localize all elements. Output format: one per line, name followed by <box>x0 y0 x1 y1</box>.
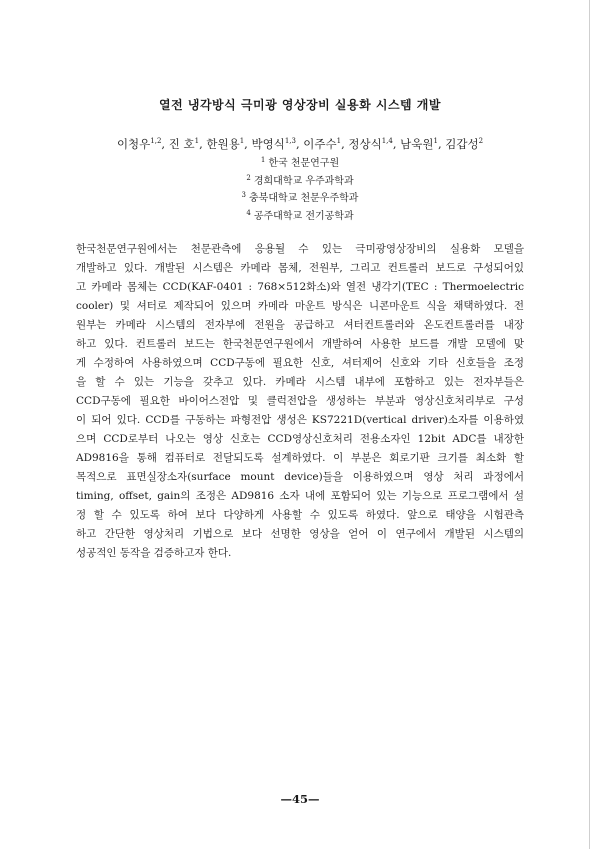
abstract-line: CCD구동에 필요한 바이어스전압 및 클럭전압을 생성하는 부분과 영상신호처리부로 구성 <box>76 395 524 407</box>
affiliation <box>0 205 600 223</box>
author-affil-mark: 1,4 <box>381 137 393 145</box>
abstract-line: 정 할 수 있도록 하여 보다 다양하게 사용할 수 있도록 하였다. 앞으로 태양을 시험관측 <box>76 509 524 521</box>
affiliation-number: 2 <box>246 173 251 182</box>
abstract-line: 으며 CCD로부터 나오는 영상 신호는 CCD영상신호처리 전용소자인 12bit ADC를 내장한 <box>76 433 524 445</box>
abstract-line: 이 되어 있다. CCD를 구동하는 파형전압 생성은 KS7221D(vertical driver)소자를 이용하였 <box>76 414 524 426</box>
author-affil-mark: 1,2 <box>150 137 162 145</box>
abstract-line: 한국천문연구원에서는 천문관측에 응용될 수 있는 극미광영상장비의 실용화 모델을 <box>76 243 524 255</box>
author-name: 한원용 <box>206 137 240 151</box>
affiliation-number: 4 <box>246 208 251 217</box>
author <box>169 137 207 151</box>
author-separator: , <box>341 137 349 151</box>
author <box>445 137 483 151</box>
author-name: 김갑성 <box>445 137 479 151</box>
author-name: 정상식 <box>348 137 382 151</box>
author <box>348 137 400 151</box>
author-separator: , <box>295 137 304 151</box>
author-separator: , <box>161 137 169 151</box>
affiliation <box>0 152 600 170</box>
author-affil-mark: 1 <box>336 137 342 145</box>
author-affil-mark: 1 <box>433 137 438 145</box>
abstract-line: 을 할 수 있는 기능을 갖추고 있다. 카메라 시스템 내부에 포함하고 있는 전자부들은 <box>76 376 524 388</box>
author <box>251 137 303 151</box>
author-affil-mark: 1 <box>194 137 200 145</box>
author-name: 이주수 <box>303 137 337 151</box>
author-separator: , <box>199 137 207 151</box>
abstract-line: cooler) 및 셔터로 제작되어 있으며 카메라 마운트 방식은 니콘마운트 식을 채택하였다. 전 <box>76 300 524 312</box>
affiliation <box>0 170 600 188</box>
page-number: —45— <box>280 792 320 806</box>
author-affil-mark: 1 <box>239 137 245 145</box>
author-affil-mark: 1,3 <box>284 137 296 145</box>
abstract-line: 성공적인 동작을 검증하고자 한다. <box>76 547 232 559</box>
paper-title: 열전 냉각방식 극미광 영상장비 실용화 시스템 개발 <box>158 98 441 112</box>
abstract-body <box>76 240 524 563</box>
page-edge-line <box>589 0 590 849</box>
affiliation <box>0 187 600 205</box>
author <box>117 137 169 151</box>
abstract-line: AD9816을 통해 컴퓨터로 전달되도록 설계하였다. 이 부분은 회로기판 크기를 최소화 할 <box>76 452 524 464</box>
affiliation-text: 경희대학교 우주과학과 <box>253 175 354 187</box>
author-separator: , <box>244 137 252 151</box>
author-separator: , <box>437 137 446 151</box>
author-list <box>0 134 600 151</box>
abstract-line: 고 카메라 몸체는 CCD(KAF-0401 : 768×512화소)와 열전 냉각기(TEC : Thermoelectric <box>76 281 524 293</box>
author-name: 이청우 <box>116 137 151 151</box>
abstract-line: 목적으로 표면실장소자(surface mount device)들을 이용하였으며 영상 처리 과정에서 <box>76 471 524 483</box>
author <box>206 137 251 151</box>
abstract-line: 개발하고 있다. 개발된 시스템은 카메라 몸체, 전원부, 그리고 컨트롤러 보드로 구성되어있 <box>76 262 524 274</box>
affiliation-number: 1 <box>260 156 266 164</box>
affiliation-text: 충북대학교 천문우주학과 <box>249 193 359 204</box>
abstract-line: 게 수정하여 사용하였으며 CCD구동에 필요한 신호, 셔터제어 신호와 기타 신호들을 조정 <box>76 357 524 369</box>
author-name: 박영식 <box>251 137 285 151</box>
affiliation-text: 한국 천문연구원 <box>268 158 340 169</box>
author <box>303 137 348 151</box>
affiliation-list <box>0 152 600 222</box>
affiliation-text: 공주대학교 전기공학과 <box>253 210 354 222</box>
abstract-line: timing, offset, gain의 조정은 AD9816 소자 내에 포함되어 있는 기능으로 프로그램에서 설 <box>76 490 524 502</box>
author-name: 진 호 <box>168 137 195 151</box>
author-name: 남욱원 <box>400 137 434 151</box>
author-affil-mark: 2 <box>478 137 484 145</box>
author-separator: , <box>392 137 401 151</box>
abstract-line: 하고 간단한 영상처리 기법으로 보다 선명한 영상을 얻어 이 연구에서 개발된 시스템의 <box>76 528 524 540</box>
author <box>400 137 445 151</box>
abstract-line: 하고 있다. 컨트롤러 보드는 한국천문연구원에서 개발하여 사용한 보드를 개발 모델에 맞 <box>76 338 524 350</box>
abstract-line: 원부는 카메라 시스템의 전자부에 전원을 공급하고 셔터컨트롤러와 온도컨트롤러를 내장 <box>76 319 524 331</box>
affiliation-number: 3 <box>241 191 246 199</box>
